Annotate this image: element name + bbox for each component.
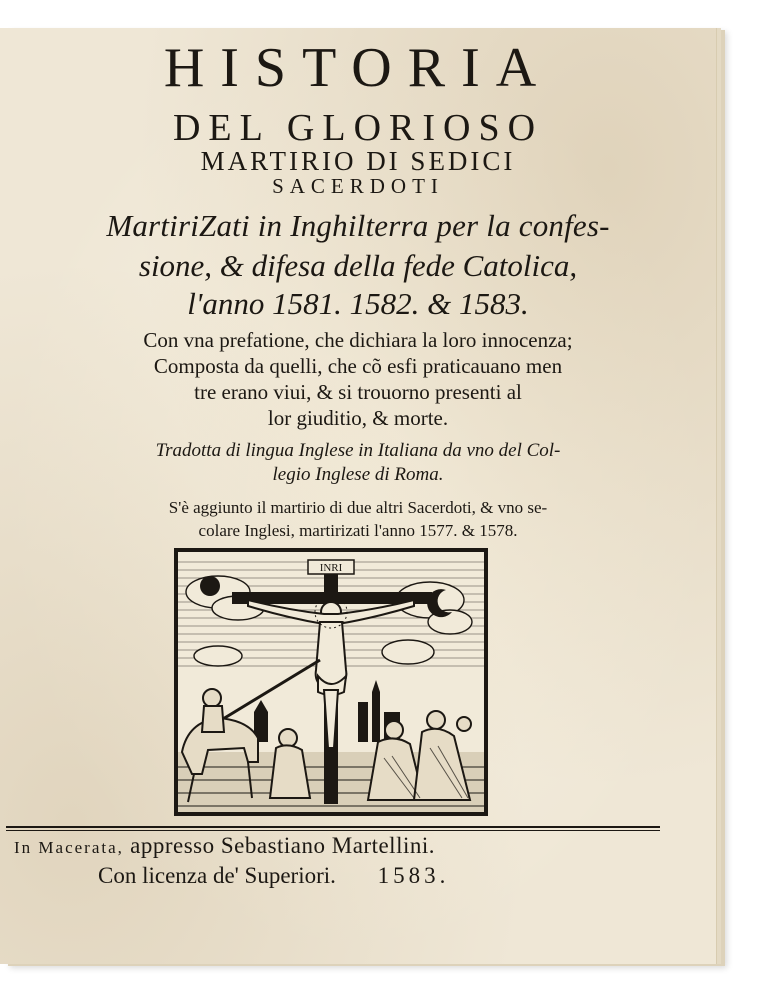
- italic-line-2: sione, & difesa della fede Catolica,: [138, 248, 578, 283]
- preface-line-1: Con vna prefatione, che dichiara la loro innocenza;: [143, 328, 573, 352]
- italic-line-1: MartiriZati in Inghilterra per la confes-: [106, 208, 610, 243]
- imprint-rule-thin: [6, 830, 660, 831]
- imprint-line-2: [98, 863, 658, 889]
- title-page: [0, 28, 717, 964]
- translation-line-2: legio Inglese di Roma.: [272, 464, 444, 485]
- addition-line-1: S'è aggiunto il martirio di due altri Sacerdoti, & vno se-: [168, 498, 548, 517]
- imprint-line-1: [14, 833, 674, 859]
- title-historia: HISTORIA: [163, 37, 553, 99]
- addition-line-2: colare Inglesi, martirizati l'anno 1577. & 1578.: [198, 521, 518, 540]
- translation-line-1: Tradotta di lingua Inglese in Italiana da vno del Col-: [155, 440, 561, 461]
- italic-line-3: l'anno 1581. 1582. & 1583.: [187, 286, 529, 321]
- crucifixion-woodcut-icon: [174, 548, 488, 816]
- imprint-printer: appresso Sebastiano Martellini.: [130, 833, 435, 858]
- preface-line-2: Composta da quelli, che cõ esfi praticauano men: [153, 354, 563, 378]
- imprint-year: 1583.: [377, 863, 450, 888]
- preface-line-3: tre erano viui, & si trouorno presenti al: [194, 380, 522, 404]
- title-martirio: MARTIRIO DI SEDICI: [200, 146, 516, 176]
- title-sacerdoti: SACERDOTI: [272, 174, 444, 198]
- imprint-license: Con licenza de' Superiori.: [98, 863, 336, 888]
- inri-inscription: INRI: [319, 562, 343, 574]
- preface-line-4: lor giuditio, & morte.: [267, 406, 449, 430]
- imprint-place: In Macerata,: [14, 838, 124, 857]
- imprint-rule: [6, 826, 660, 828]
- title-del-glorioso: DEL GLORIOSO: [172, 107, 544, 149]
